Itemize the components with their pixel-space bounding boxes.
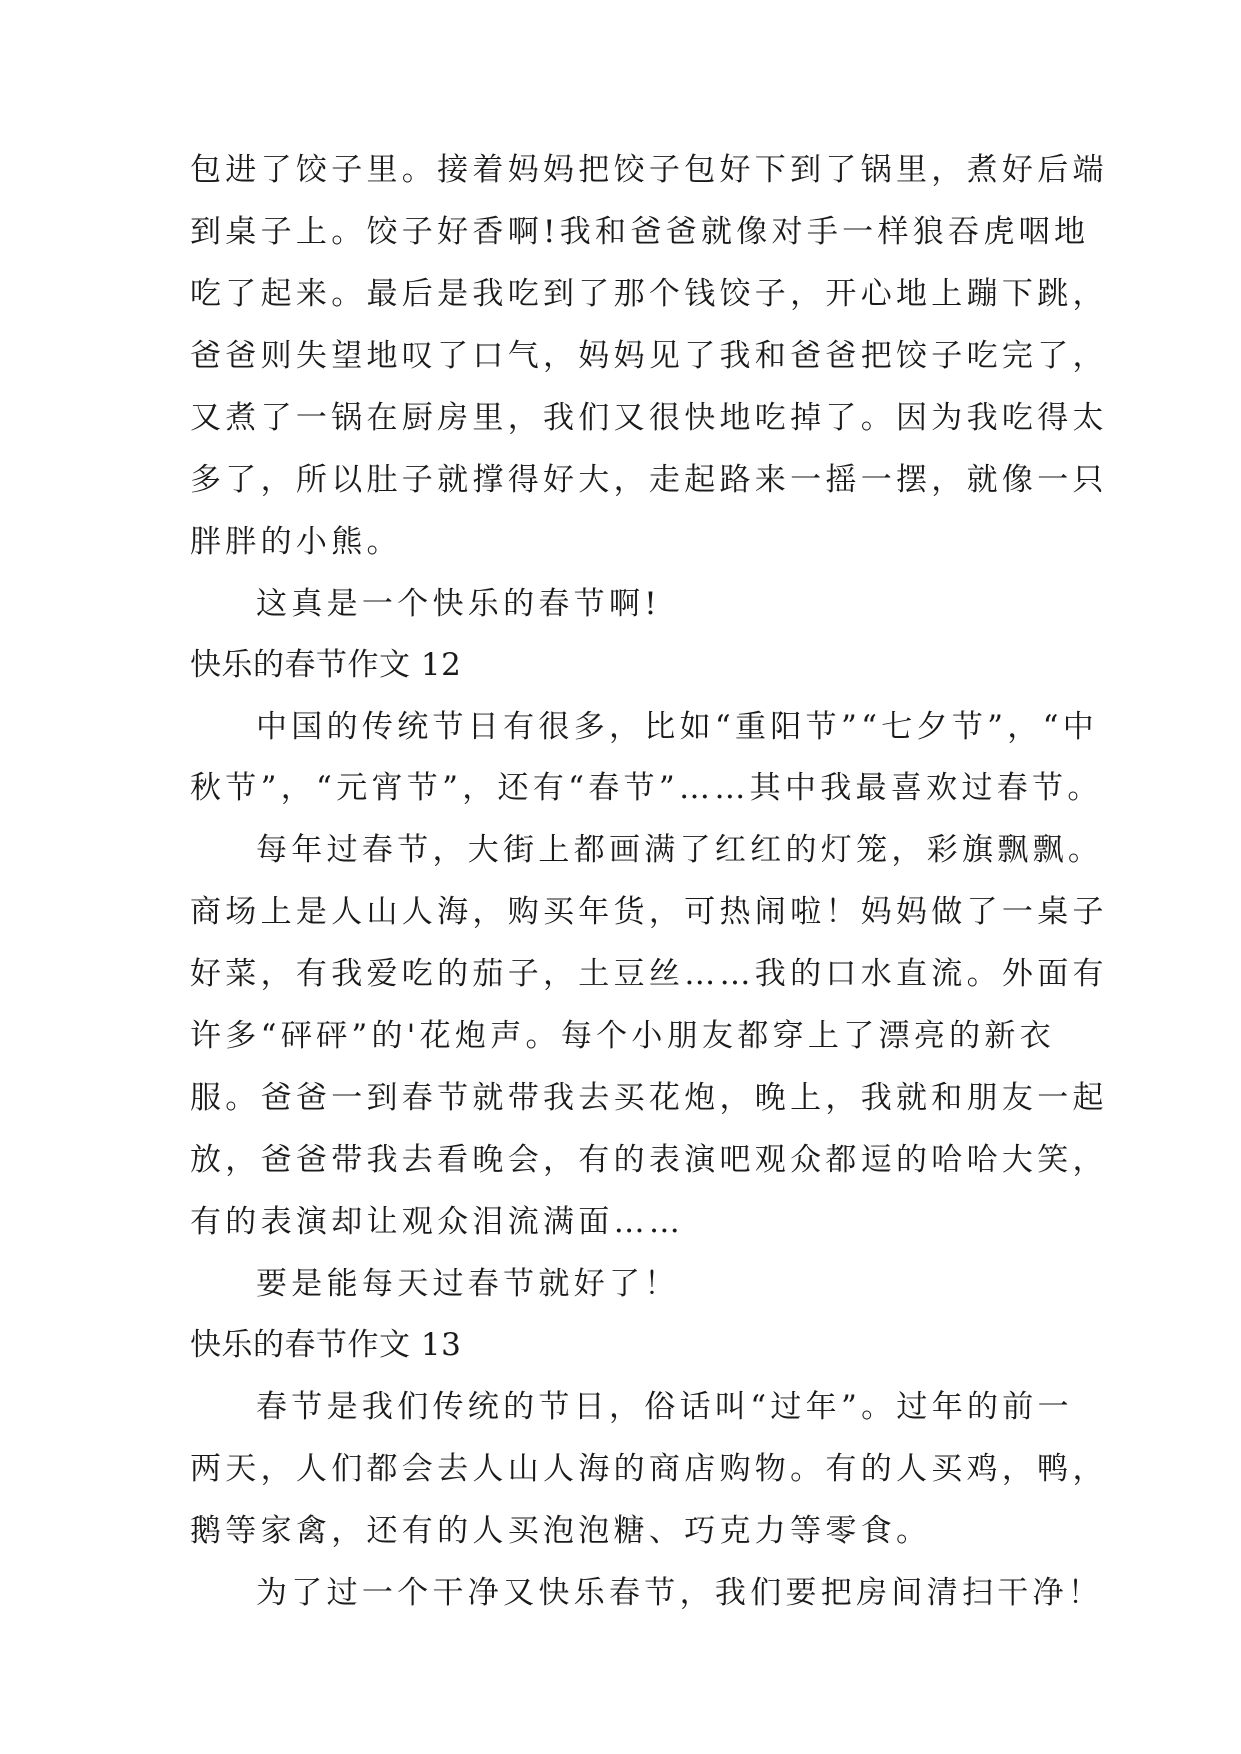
paragraph-line: 胖胖的小熊。 [190,524,402,560]
paragraph-line: 有的表演却让观众泪流满面…… [190,1204,685,1240]
paragraph-line: 好菜，有我爱吃的茄子，土豆丝……我的口水直流。外面有 [190,956,1108,992]
paragraph-line: 鹅等家禽，还有的人买泡泡糖、巧克力等零食。 [190,1513,932,1549]
section-heading: 快乐的春节作文 13 [190,1327,462,1363]
paragraph-line: 要是能每天过春节就好了！ [256,1266,680,1302]
paragraph-line: 春节是我们传统的节日，俗话叫“过年”。过年的前一 [256,1389,1073,1425]
paragraph-line: 许多“砰砰”的'花炮声。每个小朋友都穿上了漂亮的新衣 [190,1018,1056,1054]
paragraph-line: 吃了起来。最后是我吃到了那个钱饺子，开心地上蹦下跳， [190,276,1108,312]
paragraph-line: 服。爸爸一到春节就带我去买花炮，晚上，我就和朋友一起 [190,1080,1108,1116]
paragraph-line: 又煮了一锅在厨房里，我们又很快地吃掉了。因为我吃得太 [190,400,1108,436]
paragraph-line: 商场上是人山人海，购买年货，可热闹啦！妈妈做了一桌子 [190,894,1108,930]
paragraph-line: 爸爸则失望地叹了口气，妈妈见了我和爸爸把饺子吃完了， [190,338,1108,374]
paragraph-line: 放，爸爸带我去看晚会，有的表演吧观众都逗的哈哈大笑， [190,1142,1108,1178]
paragraph-line: 多了，所以肚子就撑得好大，走起路来一摇一摆，就像一只 [190,462,1108,498]
paragraph-line: 为了过一个干净又快乐春节，我们要把房间清扫干净！ [256,1575,1104,1611]
paragraph-line: 两天，人们都会去人山人海的商店购物。有的人买鸡，鸭， [190,1451,1108,1487]
paragraph-line: 中国的传统节日有很多，比如“重阳节”“七夕节”，“中 [256,709,1099,745]
paragraph-line: 到桌子上。饺子好香啊!我和爸爸就像对手一样狼吞虎咽地 [190,214,1090,250]
paragraph-line: 每年过春节，大街上都画满了红红的灯笼，彩旗飘飘。 [256,832,1104,868]
section-heading: 快乐的春节作文 12 [190,647,462,683]
paragraph-line: 秋节”，“元宵节”，还有“春节”……其中我最喜欢过春节。 [190,770,1103,806]
paragraph-line: 这真是一个快乐的春节啊! [256,586,662,622]
paragraph-line: 包进了饺子里。接着妈妈把饺子包好下到了锅里，煮好后端 [190,152,1108,188]
